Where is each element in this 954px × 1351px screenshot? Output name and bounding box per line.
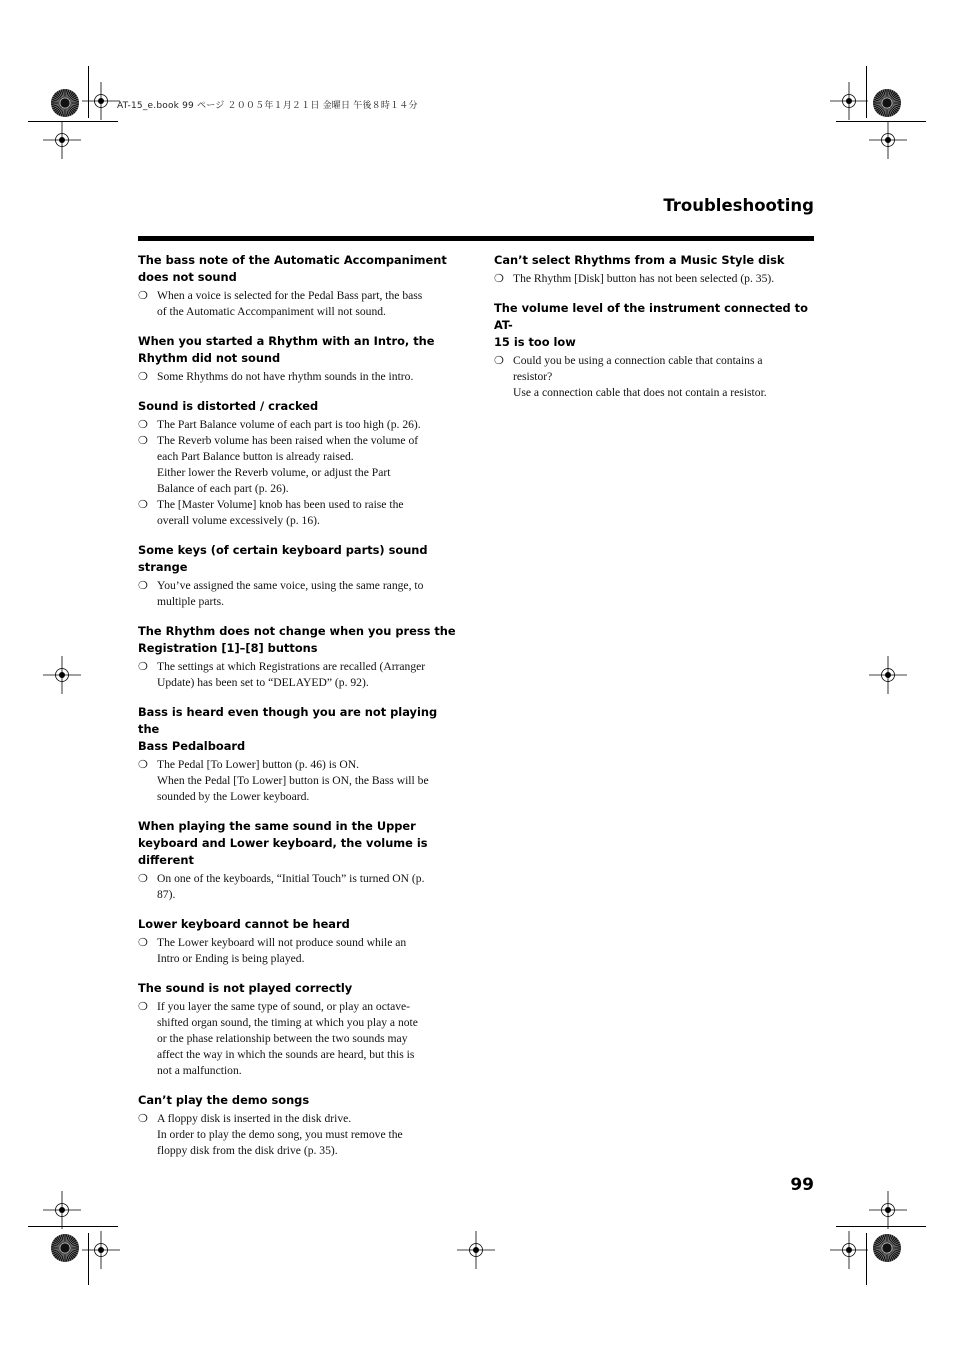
crosshair-mark-icon xyxy=(830,1231,868,1269)
cause-text-line: The Lower keyboard will not produce sound while an xyxy=(157,936,407,949)
issue-heading xyxy=(138,398,458,415)
cause-text-line: The settings at which Registrations are recalled (Arranger xyxy=(157,660,426,673)
crop-line xyxy=(836,121,926,122)
issue-heading-line: 15 is too low xyxy=(494,335,576,349)
issue-heading-line: The bass note of the Automatic Accompaniment xyxy=(138,253,447,267)
title-rule xyxy=(138,236,814,241)
cause-item xyxy=(138,999,458,1079)
cause-text-line: of the Automatic Accompaniment will not sound. xyxy=(157,305,386,318)
cause-item xyxy=(138,871,458,903)
cause-text-line: On one of the keyboards, “Initial Touch” is turned ON (p. xyxy=(157,872,425,885)
issue-heading-line: When you started a Rhythm with an Intro, the xyxy=(138,334,435,348)
issue-heading-line: strange xyxy=(138,560,188,574)
cause-item xyxy=(138,497,458,529)
cause-text-line: 87). xyxy=(157,888,176,901)
issue-heading-line: does not sound xyxy=(138,270,237,284)
cause-text-line: The Reverb volume has been raised when the volume of xyxy=(157,434,419,447)
issue-heading-line: Can’t select Rhythms from a Music Style disk xyxy=(494,253,785,267)
cause-item xyxy=(494,271,816,287)
troubleshooting-issue xyxy=(138,1092,458,1159)
cause-text-line: Could you be using a connection cable that contains a xyxy=(513,354,763,367)
section-title: Troubleshooting xyxy=(663,196,814,215)
cause-text-line: A floppy disk is inserted in the disk drive. xyxy=(157,1112,352,1125)
remedy-text-line: Balance of each part (p. 26). xyxy=(157,482,289,495)
issue-heading xyxy=(494,300,816,351)
circle-bullet-icon: ❍ xyxy=(138,660,148,673)
issue-heading-line: Lower keyboard cannot be heard xyxy=(138,917,350,931)
cause-text-line: affect the way in which the sounds are heard, but this is xyxy=(157,1048,415,1061)
circle-bullet-icon: ❍ xyxy=(138,418,148,431)
issue-heading-line: Rhythm did not sound xyxy=(138,351,281,365)
cause-text-line: each Part Balance button is already raised. xyxy=(157,450,354,463)
issue-heading xyxy=(138,333,458,367)
issue-heading xyxy=(494,252,816,269)
cause-item xyxy=(494,353,816,401)
circle-bullet-icon: ❍ xyxy=(138,936,148,949)
issue-heading xyxy=(138,623,458,657)
crop-line xyxy=(88,1233,89,1285)
crop-line xyxy=(866,66,867,118)
remedy-text-line: In order to play the demo song, you must remove the xyxy=(157,1128,403,1141)
print-header: AT-15_e.book 99 ページ ２００５年１月２１日 金曜日 午後８時１４分 xyxy=(117,101,418,111)
cause-text-line: overall volume excessively (p. 16). xyxy=(157,514,320,527)
cause-item xyxy=(138,757,458,805)
crosshair-mark-icon xyxy=(457,1231,495,1269)
remedy-text-line: sounded by the Lower keyboard. xyxy=(157,790,310,803)
cause-text-line: or the phase relationship between the two sounds may xyxy=(157,1032,408,1045)
crosshair-mark-icon xyxy=(43,121,81,159)
circle-bullet-icon: ❍ xyxy=(138,498,148,511)
crosshair-mark-icon xyxy=(43,1191,81,1229)
troubleshooting-issue xyxy=(138,916,458,967)
cause-text-line: When a voice is selected for the Pedal Bass part, the bass xyxy=(157,289,423,302)
issue-heading xyxy=(138,1092,458,1109)
crosshair-mark-icon xyxy=(869,1191,907,1229)
crosshair-mark-icon xyxy=(869,121,907,159)
cause-item xyxy=(138,417,458,433)
circle-bullet-icon: ❍ xyxy=(138,289,148,302)
issue-heading-line: Bass Pedalboard xyxy=(138,739,246,753)
issue-heading xyxy=(138,818,458,869)
crop-line xyxy=(28,121,118,122)
crosshair-mark-icon xyxy=(830,82,868,120)
crop-line xyxy=(836,1226,926,1227)
troubleshooting-issue xyxy=(138,980,458,1079)
issue-heading xyxy=(138,542,458,576)
troubleshooting-issue xyxy=(138,252,458,320)
cause-item xyxy=(138,433,458,497)
remedy-text-line: Use a connection cable that does not contain a resistor. xyxy=(513,386,767,399)
issue-heading-line: different xyxy=(138,853,194,867)
issue-heading xyxy=(138,252,458,286)
cause-text-line: The Rhythm [Disk] button has not been selected (p. 35). xyxy=(513,272,775,285)
cause-item xyxy=(138,1111,458,1159)
registration-disc-icon xyxy=(872,88,902,118)
cause-text-line: shifted organ sound, the timing at which you play a note xyxy=(157,1016,418,1029)
circle-bullet-icon: ❍ xyxy=(138,370,148,383)
cause-text-line: Intro or Ending is being played. xyxy=(157,952,305,965)
circle-bullet-icon: ❍ xyxy=(138,872,148,885)
issue-heading-line: Registration [1]–[8] buttons xyxy=(138,641,318,655)
circle-bullet-icon: ❍ xyxy=(494,272,504,285)
issue-heading-line: Can’t play the demo songs xyxy=(138,1093,310,1107)
registration-disc-icon xyxy=(50,1233,80,1263)
cause-item xyxy=(138,659,458,691)
left-column xyxy=(138,252,458,1172)
page-number: 99 xyxy=(790,1175,814,1195)
circle-bullet-icon: ❍ xyxy=(138,579,148,592)
cause-item xyxy=(138,369,458,385)
issue-heading-line: Bass is heard even though you are not playing the xyxy=(138,705,438,736)
remedy-text-line: Either lower the Reverb volume, or adjust the Part xyxy=(157,466,391,479)
troubleshooting-issue xyxy=(138,398,458,529)
cause-text-line: If you layer the same type of sound, or play an octave- xyxy=(157,1000,411,1013)
issue-heading xyxy=(138,916,458,933)
crop-line xyxy=(866,1233,867,1285)
cause-text-line: not a malfunction. xyxy=(157,1064,242,1077)
troubleshooting-issue xyxy=(138,818,458,903)
cause-text-line: Update) has been set to “DELAYED” (p. 92). xyxy=(157,676,369,689)
cause-text-line: The [Master Volume] knob has been used to raise the xyxy=(157,498,404,511)
cause-item xyxy=(138,578,458,610)
troubleshooting-issue xyxy=(494,300,816,401)
issue-heading-line: keyboard and Lower keyboard, the volume is xyxy=(138,836,428,850)
crop-line xyxy=(88,66,89,118)
circle-bullet-icon: ❍ xyxy=(494,354,504,367)
troubleshooting-issue xyxy=(138,333,458,385)
cause-text-line: Some Rhythms do not have rhythm sounds in the intro. xyxy=(157,370,414,383)
cause-item xyxy=(138,935,458,967)
issue-heading-line: Sound is distorted / cracked xyxy=(138,399,319,413)
circle-bullet-icon: ❍ xyxy=(138,434,148,447)
cause-text-line: The Pedal [To Lower] button (p. 46) is ON. xyxy=(157,758,360,771)
circle-bullet-icon: ❍ xyxy=(138,758,148,771)
cause-text-line: The Part Balance volume of each part is too high (p. 26). xyxy=(157,418,421,431)
crosshair-mark-icon xyxy=(869,656,907,694)
circle-bullet-icon: ❍ xyxy=(138,1000,148,1013)
remedy-text-line: When the Pedal [To Lower] button is ON, the Bass will be xyxy=(157,774,429,787)
cause-text-line: You’ve assigned the same voice, using the same range, to xyxy=(157,579,424,592)
issue-heading-line: When playing the same sound in the Upper xyxy=(138,819,416,833)
crop-line xyxy=(28,1226,118,1227)
issue-heading xyxy=(138,980,458,997)
issue-heading xyxy=(138,704,458,755)
circle-bullet-icon: ❍ xyxy=(138,1112,148,1125)
cause-item xyxy=(138,288,458,320)
issue-heading-line: Some keys (of certain keyboard parts) sound xyxy=(138,543,428,557)
issue-heading-line: The Rhythm does not change when you press the xyxy=(138,624,456,638)
registration-disc-icon xyxy=(872,1233,902,1263)
issue-heading-line: The volume level of the instrument connected to AT- xyxy=(494,301,808,332)
cause-text-line: resistor? xyxy=(513,370,553,383)
troubleshooting-issue xyxy=(138,704,458,805)
registration-disc-icon xyxy=(50,88,80,118)
remedy-text-line: floppy disk from the disk drive (p. 35). xyxy=(157,1144,338,1157)
troubleshooting-issue xyxy=(138,623,458,691)
troubleshooting-issue xyxy=(494,252,816,287)
right-column xyxy=(494,252,816,414)
issue-heading-line: The sound is not played correctly xyxy=(138,981,353,995)
cause-text-line: multiple parts. xyxy=(157,595,224,608)
troubleshooting-issue xyxy=(138,542,458,610)
crosshair-mark-icon xyxy=(43,656,81,694)
